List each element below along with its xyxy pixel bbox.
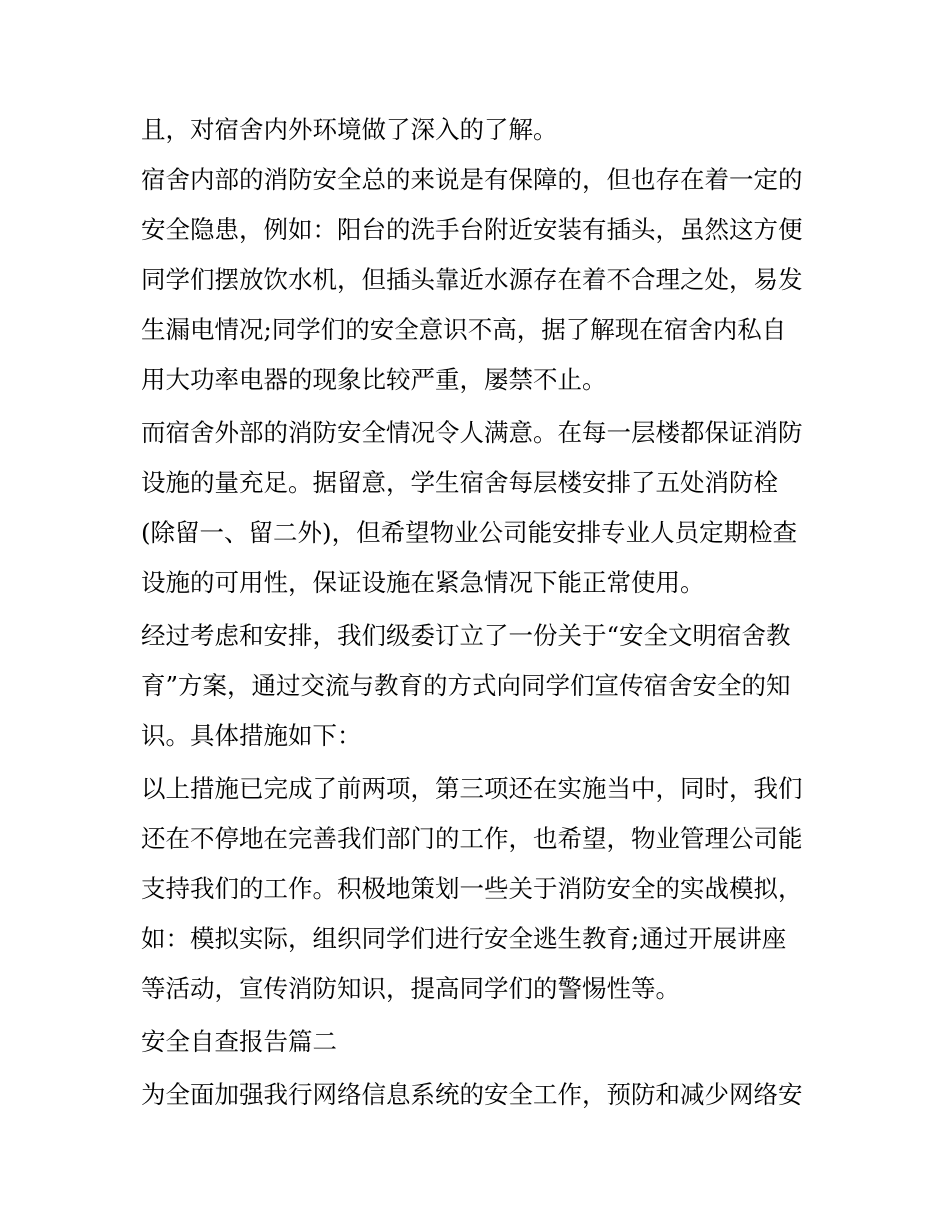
text-line-17: 如：模拟实际，组织同学们进行安全逃生教育;通过开展讲座 xyxy=(141,924,787,953)
text-line-13: 识。具体措施如下： xyxy=(141,721,362,750)
text-line-14: 以上措施已完成了前两项，第三项还在实施当中，同时，我们 xyxy=(141,774,803,803)
text-line-3: 安全隐患，例如：阳台的洗手台附近安装有插头，虽然这方便 xyxy=(141,215,803,244)
text-line-16: 支持我们的工作。积极地策划一些关于消防安全的实战模拟， xyxy=(141,874,803,903)
text-line-9: (除留一、留二外)，但希望物业公司能安排专业人员定期检查 xyxy=(141,518,798,547)
text-line-1: 且，对宿舍内外环境做了深入的了解。 xyxy=(141,115,558,144)
section-heading: 安全自查报告篇二 xyxy=(141,1027,337,1056)
text-line-8: 设施的量充足。据留意，学生宿舍每层楼安排了五处消防栓 xyxy=(141,468,778,497)
text-line-7: 而宿舍外部的消防安全情况令人满意。在每一层楼都保证消防 xyxy=(141,418,803,447)
text-line-18: 等活动，宣传消防知识，提高同学们的警惕性等。 xyxy=(141,974,680,1003)
text-line-20: 为全面加强我行网络信息系统的安全工作，预防和减少网络安 xyxy=(141,1080,803,1109)
text-line-5: 生漏电情况;同学们的安全意识不高，据了解现在宿舍内私自 xyxy=(141,315,787,344)
text-line-15: 还在不停地在完善我们部门的工作，也希望，物业管理公司能 xyxy=(141,824,803,853)
text-line-4: 同学们摆放饮水机，但插头靠近水源存在着不合理之处，易发 xyxy=(141,265,803,294)
text-line-6: 用大功率电器的现象比较严重，屡禁不止。 xyxy=(141,365,607,394)
text-line-2: 宿舍内部的消防安全总的来说是有保障的，但也存在着一定的 xyxy=(141,165,803,194)
text-line-10: 设施的可用性，保证设施在紧急情况下能正常使用。 xyxy=(141,568,705,597)
text-line-12: 育”方案，通过交流与教育的方式向同学们宣传宿舍安全的知 xyxy=(141,671,791,700)
text-line-11: 经过考虑和安排，我们级委订立了一份关于“安全文明宿舍教 xyxy=(141,621,791,650)
